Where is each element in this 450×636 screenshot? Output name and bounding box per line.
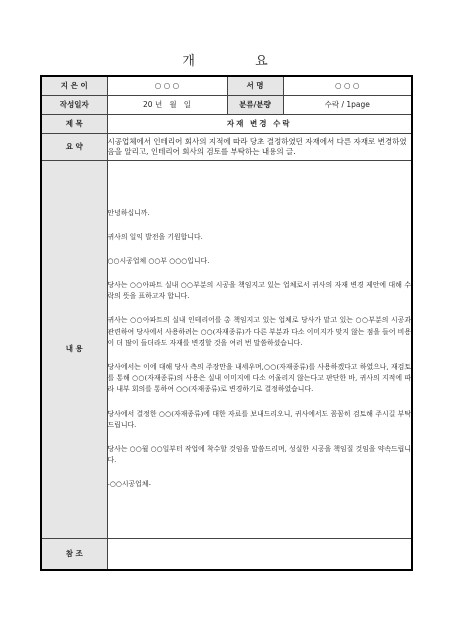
wish-paragraph: 귀사의 일익 발전을 기원합니다. — [107, 232, 203, 241]
summary-value: 시공업체에서 인테리어 회사의 지적에 따라 당초 결정하였던 자재에서 다른 자재로 변경하였음을 알리고, 인테리어 회사의 검토를 부탁하는 내용의 글. — [107, 133, 412, 160]
author-label: 지 은 이 — [41, 76, 107, 95]
author-value: ○ ○ ○ — [107, 76, 227, 95]
content-label: 내 용 — [41, 160, 107, 538]
date-value: 20 년 월 일 — [107, 95, 227, 114]
content-body — [107, 160, 412, 538]
decision-paragraph: 당사에서는 이에 대해 당사 측의 주장만을 내세우며,○○(자재종류)를 사용하겠다고 하였으나, 재검토를 통해 ○○(자재종류)의 사용은 실내 이미지에 다소 어울리지 않는다고 판단한 바, 귀사의 지적에 따라 내부 회의를 통하여 ○○(자재종류)로 변경하기로 결정하였습니다. — [107, 363, 411, 394]
summary-label: 요 약 — [41, 133, 107, 160]
signature-label: 서 명 — [227, 76, 283, 95]
subject-label: 제 목 — [41, 114, 107, 133]
date-row — [41, 95, 412, 114]
reference-row — [41, 538, 412, 570]
reference-label: 참 조 — [41, 538, 107, 570]
document-title: 개 요 — [182, 54, 296, 69]
overview-form — [40, 75, 413, 571]
greeting-paragraph: 안녕하십니까. — [107, 208, 150, 217]
date-label: 작성일자 — [41, 95, 107, 114]
signature-value: ○ ○ ○ — [283, 76, 412, 95]
content-row — [41, 160, 412, 538]
subject-row — [41, 114, 412, 133]
sender-signature: -○○시공업체- — [107, 480, 151, 489]
background-paragraph: 귀사는 ○○아파트의 실내 인테리어를 총 책임지고 있는 업체로 당사가 맡고 있는 ○○부분의 시공과 관련하여 당사에서 사용하려는 ○○(자재종류)가 다른 부분과 다소 이미지가 맞지 않는 점을 들어 비용이 더 많이 들더라도 자재를 변경할 것을 여러 번 말씀하셨습니다. — [107, 316, 411, 347]
purpose-paragraph: 당사는 ○○아파트 실내 ○○부분의 시공을 책임지고 있는 업체로서 귀사의 자재 변경 제안에 대해 수락의 뜻을 표하고자 합니다. — [107, 281, 411, 301]
request-paragraph: 당사에서 결정한 ○○(자재종류)에 대한 자료를 보내드리오니, 귀사에서도 꼼꼼히 검토해 주시길 부탁드립니다. — [107, 409, 411, 429]
author-row — [41, 76, 412, 95]
category-label: 분류/분량 — [227, 95, 283, 114]
introduction-paragraph: ○○시공업체 ○○부 ○○○입니다. — [107, 256, 210, 265]
reference-value — [107, 538, 412, 570]
commitment-paragraph: 당사는 ○○월 ○○일부터 작업에 착수할 것임을 말씀드리며, 성실한 시공을 책임질 것임을 약속드립니다. — [107, 444, 411, 465]
subject-value: 자재 변경 수락 — [107, 114, 412, 133]
category-value: 수락 / 1page — [283, 95, 412, 114]
summary-row — [41, 133, 412, 160]
